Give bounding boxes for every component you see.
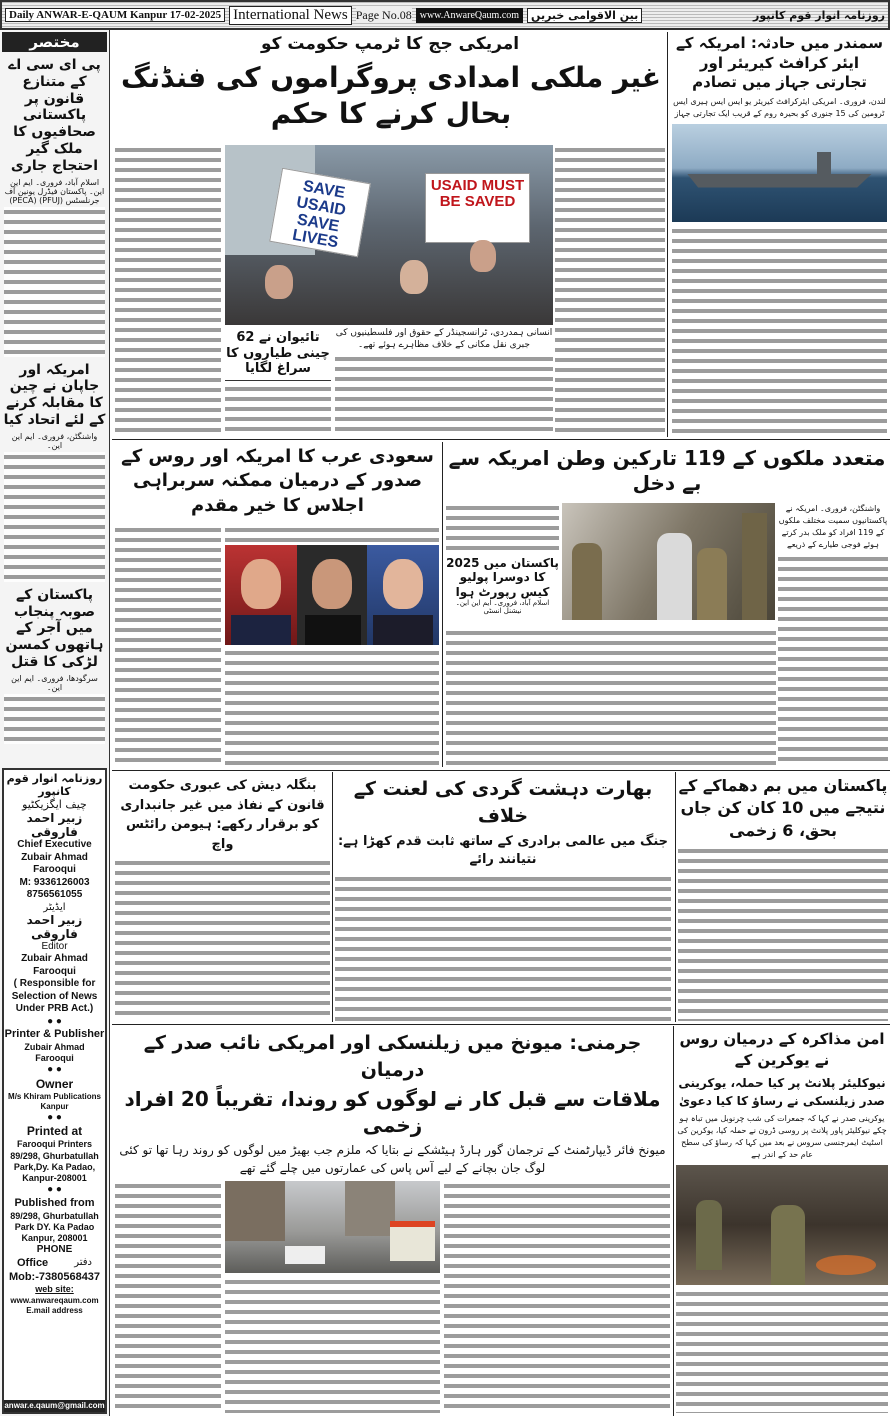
press-address: 89/298, Ghurbatullah Park,Dy. Ka Padao, Kanpur-208001	[10, 1150, 99, 1183]
website-url[interactable]: www.anwareqaum.com	[10, 1295, 99, 1305]
prb-note: ( Responsible for Selection of News Under PRB Act.)	[11, 978, 98, 1014]
website-label: web site:	[35, 1284, 74, 1295]
website-link[interactable]: www.AnwareQaum.com	[416, 8, 523, 23]
carrier-headline: سمندر میں حادثہ: امریکہ کے ایئر کرافٹ کیریئر اور تجارتی جہاز میں تصادم	[675, 34, 883, 91]
published-title: Published from	[14, 1196, 95, 1209]
page-number: Page No.08	[355, 7, 412, 22]
office-label-urdu: دفتر	[74, 1256, 92, 1268]
email-address[interactable]: anwar.e.qaum@gmail.com	[4, 1401, 105, 1410]
article-body	[225, 1277, 440, 1413]
owner-name: M/s Khiram Publications	[8, 1091, 101, 1101]
usaid-protest-photo	[225, 145, 553, 325]
top-story-kicker: امریکی جج کا ٹرمپ حکومت کو	[260, 34, 520, 54]
phone-title: PHONE	[36, 1244, 73, 1256]
separator: ● ●	[47, 1015, 62, 1027]
article-snippet: انسانی ہمدردی، ٹرانسجینڈر کے حقوق اور فلسطینیوں کی جبری نقل مکانی کے خلاف مظاہرے ہوئے تھے۔	[335, 328, 553, 350]
article-body	[446, 628, 776, 765]
owner-title: Owner	[35, 1076, 74, 1091]
article-body	[225, 384, 331, 435]
section-divider	[112, 439, 890, 440]
article-body	[555, 145, 665, 435]
brief-dateline: سرگودھا، فروری۔ ایم این این۔	[11, 673, 98, 692]
deportation-flight-photo	[562, 503, 775, 620]
ukraine-headline: نیوکلیئر پلانٹ پر کیا حملہ، یوکرینی صدر زیلنسکی نے رساؤ کا کیا دعویٰ	[678, 1076, 886, 1108]
editor-title-urdu: ایڈیٹر	[43, 901, 66, 913]
sidebar-title: مختصر	[2, 32, 107, 52]
brief-headline: پی ای سی اے کے متنازع قانون پر پاکستانی صحافیوں کا ملک گیر احتجاج جاری	[8, 57, 101, 174]
printed-at-title: Printed at	[26, 1124, 83, 1139]
imprint-logo: روزنامہ انوار قوم کانپور	[6, 772, 103, 798]
ukraine-story	[676, 1029, 888, 1413]
carrier-lead: لندن، فروری۔ امریکی ایئرکرافٹ کیریئر یو ایس ایس ہیری ایس ٹرومین کی 15 جنوری کو بحیرہ روم کے قریب ایک تجارتی جہاز	[673, 96, 886, 118]
ukraine-lead: یوکرینی صدر نے کہا کہ جمعرات کی شب چرنوبل میں تباہ ہو چکے نیوکلیئر پاور پلانٹ پر روسی ڈرون نے حملہ کیا، یوکرین کی اسٹیٹ ایمرجنسی سروس نے بعد میں کہا کہ رساؤ کی سطح عام حد کے اندر ہے	[677, 1114, 887, 1159]
column-divider	[332, 772, 333, 1022]
brief-body	[4, 694, 105, 744]
article-body	[115, 1181, 221, 1413]
office-mobile: Mob:-7380568437	[8, 1270, 101, 1283]
ceo-name-urdu: زبیر احمد فاروقی	[26, 811, 83, 839]
article-body	[115, 858, 330, 1021]
protest-sign-usaid-saved: USAID MUST BE SAVED	[425, 173, 530, 243]
taiwan-brief	[225, 330, 331, 435]
editor-name-urdu: زبیر احمد فاروقی	[26, 912, 83, 941]
india-headline: جنگ میں عالمی برادری کے ساتھ ثابت قدم کھڑا ہے: نتیانند رائے	[337, 834, 668, 868]
blast-headline: پاکستان میں بم دھماکے کے نتیجے میں 10 کان کن جاں بحق، 6 زخمی	[678, 776, 888, 840]
article-body	[335, 874, 671, 1021]
owner-city: Kanpur	[40, 1101, 69, 1111]
world-leaders-photo	[225, 545, 439, 645]
paper-date-line: Daily ANWAR-E-QAUM Kanpur 17-02-2025	[5, 8, 225, 22]
masthead-logo: روزنامہ انوار قوم کانپور	[753, 8, 885, 22]
article-body	[225, 525, 439, 543]
top-story-continuation	[335, 328, 553, 436]
sidebar-briefs	[0, 30, 110, 1416]
editor-name: Zubair Ahmad Farooqui	[21, 953, 88, 977]
press-name: Farooqui Printers	[16, 1139, 92, 1150]
separator: ● ●	[47, 1184, 62, 1196]
india-kicker: بھارت دہشت گردی کی لعنت کے خلاف	[353, 778, 653, 827]
polio-brief	[446, 556, 559, 615]
munich-lead: میونخ فائر ڈیپارٹمنٹ کے ترجمان گور ہارڈ ہیٹشکے نے بتایا کہ ملزم جب بھیڑ میں لوگوں کو روند رہا تھا تو کئی لوگ جان بچانے کے لیے آس پاس کی عمارتوں میں چلے گئے تھے	[119, 1143, 666, 1176]
office-label: Office	[17, 1256, 49, 1269]
ceo-title-urdu: چیف ایگزیکٹیو	[22, 798, 87, 811]
section-divider	[112, 1024, 890, 1025]
section-title: International News	[229, 6, 352, 25]
article-body	[115, 525, 221, 765]
deportation-right-column	[778, 503, 888, 765]
mobile-number: M: 9336126003	[19, 876, 90, 888]
article-body	[676, 1289, 888, 1413]
munich-incident-photo	[225, 1181, 440, 1273]
email-label: E.mail address	[26, 1305, 83, 1315]
published-address: 89/298, Ghurbatullah Park DY. Ka Padao Kanpur, 208001	[10, 1210, 99, 1243]
article-body	[678, 846, 888, 1021]
brief-body	[4, 452, 105, 582]
brief-dateline: اسلام آباد، فروری۔ ایم این این۔ پاکستان فیڈرل یونین آف جرنلسٹس (PFUJ) (PECA)	[4, 177, 105, 205]
brief-headline: پاکستان کے صوبہ پنجاب میں آجر کے ہاتھوں کمسن لڑکی کا قتل	[5, 586, 104, 670]
ceo-title: Chief Executive	[17, 839, 92, 850]
bangladesh-story	[115, 776, 330, 1021]
ukraine-kicker: امن مذاکرہ کے درمیان روس نے یوکرین کے	[679, 1030, 885, 1069]
polio-headline: پاکستان میں 2025 کا دوسرا پولیو کیس رپورٹ ہوا	[446, 556, 559, 599]
separator: ● ●	[47, 1111, 62, 1123]
protest-sign-save-usaid: SAVE USAID SAVE LIVES	[269, 168, 371, 257]
column-divider	[673, 1026, 674, 1416]
printer-title: Printer & Publisher	[4, 1028, 105, 1040]
munich-story	[115, 1030, 670, 1413]
taiwan-headline: تائیوان نے 62 چینی طیاروں کا سراغ لگایا	[225, 330, 331, 381]
blast-story	[678, 775, 888, 1021]
carrier-story	[672, 34, 887, 436]
bangladesh-headline: بنگلہ دیش کی عبوری حکومت قانون کے نفاذ میں غیر جانبداری کو برقرار رکھے: ہیومن رائٹس واچ	[120, 778, 325, 852]
section-divider	[112, 770, 890, 771]
article-body	[225, 648, 439, 765]
brief-headline: امریکہ اور جاپان نے چین کا مقابلہ کرنے کے لئے اتحاد کیا	[3, 361, 106, 428]
munich-headline: ملاقات سے قبل کار نے لوگوں کو روندا، تقریباً 20 افراد زخمی	[124, 1087, 661, 1138]
aircraft-carrier-photo	[672, 124, 887, 222]
india-story	[335, 776, 671, 1021]
article-body	[446, 503, 559, 553]
brief-dateline: واشنگٹن، فروری۔ ایم این این۔	[11, 431, 98, 450]
deportation-headline: متعدد ملکوں کے 119 تارکین وطن امریکہ سے بے دخل	[448, 446, 886, 495]
column-divider	[667, 32, 668, 437]
polio-dateline: اسلام آباد، فروری۔ ایم این این۔ نیشنل انسٹی	[455, 599, 550, 616]
mobile-number-2: 8756561055	[26, 889, 83, 900]
saudi-headline: سعودی عرب کا امریکہ اور روس کے صدور کے درمیان ممکنہ سربراہی اجلاس کا خیر مقدم	[121, 446, 434, 516]
column-divider	[675, 772, 676, 1022]
deportation-lead: واشنگٹن، فروری۔ امریکہ نے پاکستانیوں سمیت مختلف ملکوں کے 119 افراد کو ملک بدر کرتے ہوئے فوجی طیارے کے ذریعے	[778, 504, 888, 549]
section-title-urdu: بین الاقوامی خبریں	[527, 8, 642, 23]
editor-title: Editor	[41, 940, 68, 952]
munich-kicker: جرمنی: میونخ میں زیلنسکی اور امریکی نائب صدر کے درمیان	[143, 1032, 642, 1081]
separator: ● ●	[47, 1064, 62, 1076]
brief-body	[4, 207, 105, 357]
ceo-name: Zubair Ahmad Farooqui	[21, 851, 88, 875]
office-row	[4, 1257, 105, 1271]
imprint-box	[2, 768, 107, 1414]
munich-columns	[115, 1181, 670, 1413]
article-body	[115, 145, 221, 435]
article-body	[335, 354, 553, 436]
page-header	[0, 0, 890, 30]
munich-photo-column	[225, 1181, 440, 1413]
column-divider	[442, 442, 443, 767]
printer-name: Zubair Ahmad Farooqui	[24, 1041, 85, 1063]
article-body	[778, 554, 888, 765]
top-story-headline: غیر ملکی امدادی پروگراموں کی فنڈنگ بحال کرنے کا حکم	[121, 61, 661, 131]
article-body	[444, 1181, 670, 1413]
article-body	[672, 226, 887, 437]
ukraine-soldiers-photo	[676, 1165, 888, 1285]
